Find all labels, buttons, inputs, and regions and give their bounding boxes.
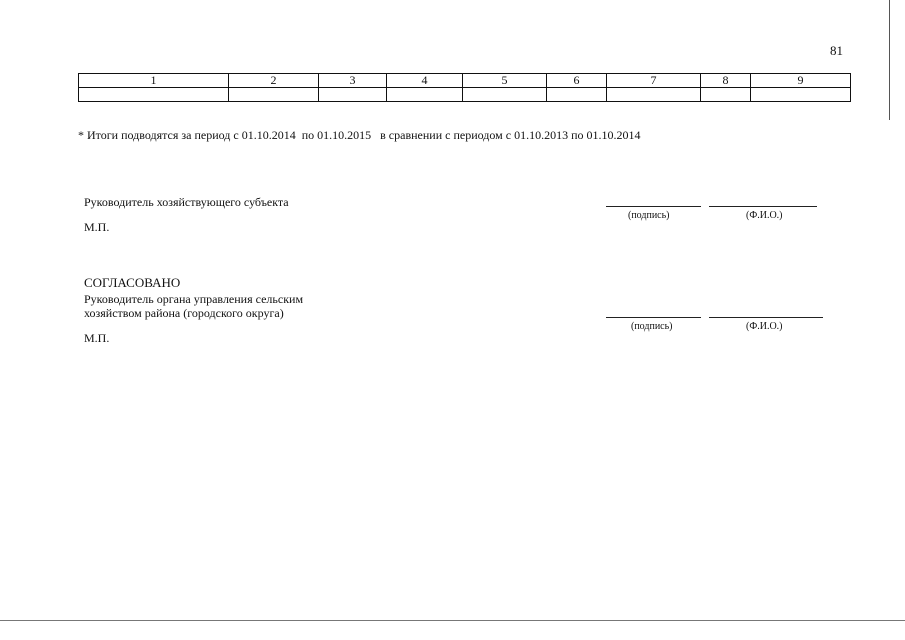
approver-title-line-1: Руководитель органа управления сельским bbox=[84, 292, 304, 306]
table-cell bbox=[751, 88, 851, 102]
table-cell bbox=[701, 88, 751, 102]
data-table bbox=[78, 73, 851, 102]
table-cell bbox=[607, 88, 701, 102]
column-number: 8 bbox=[701, 74, 751, 88]
page-edge-rule bbox=[889, 0, 890, 120]
name-caption: (Ф.И.О.) bbox=[746, 321, 783, 332]
table-cell bbox=[319, 88, 387, 102]
approver-title-line-2: хозяйством района (городского округа) bbox=[84, 306, 284, 320]
name-caption: (Ф.И.О.) bbox=[746, 210, 783, 221]
page-number: 81 bbox=[830, 43, 843, 58]
footnote: * Итоги подводятся за период с 01.10.2014 по 01.10.2015 в сравнении с периодом с 01.10.2013 по 01.10.2014 bbox=[78, 128, 641, 142]
table-cell bbox=[229, 88, 319, 102]
signature-line bbox=[606, 317, 701, 318]
column-number: 4 bbox=[387, 74, 463, 88]
column-number: 6 bbox=[547, 74, 607, 88]
table-row bbox=[79, 88, 851, 102]
name-line bbox=[709, 317, 823, 318]
page-bottom-rule bbox=[0, 620, 905, 621]
column-number: 9 bbox=[751, 74, 851, 88]
table-cell bbox=[463, 88, 547, 102]
seal-mark: М.П. bbox=[84, 220, 110, 234]
signature-caption: (подпись) bbox=[631, 321, 673, 332]
name-line bbox=[709, 206, 817, 207]
approved-heading: СОГЛАСОВАНО bbox=[84, 275, 181, 290]
column-number: 7 bbox=[607, 74, 701, 88]
head-of-entity-label: Руководитель хозяйствующего субъекта bbox=[84, 195, 289, 209]
signature-caption: (подпись) bbox=[628, 210, 670, 221]
column-number: 2 bbox=[229, 74, 319, 88]
table-cell bbox=[547, 88, 607, 102]
column-number: 5 bbox=[463, 74, 547, 88]
column-number: 3 bbox=[319, 74, 387, 88]
signature-line bbox=[606, 206, 701, 207]
seal-mark: М.П. bbox=[84, 331, 110, 345]
table-header-row bbox=[79, 74, 851, 88]
table-cell bbox=[79, 88, 229, 102]
column-number: 1 bbox=[79, 74, 229, 88]
table-cell bbox=[387, 88, 463, 102]
